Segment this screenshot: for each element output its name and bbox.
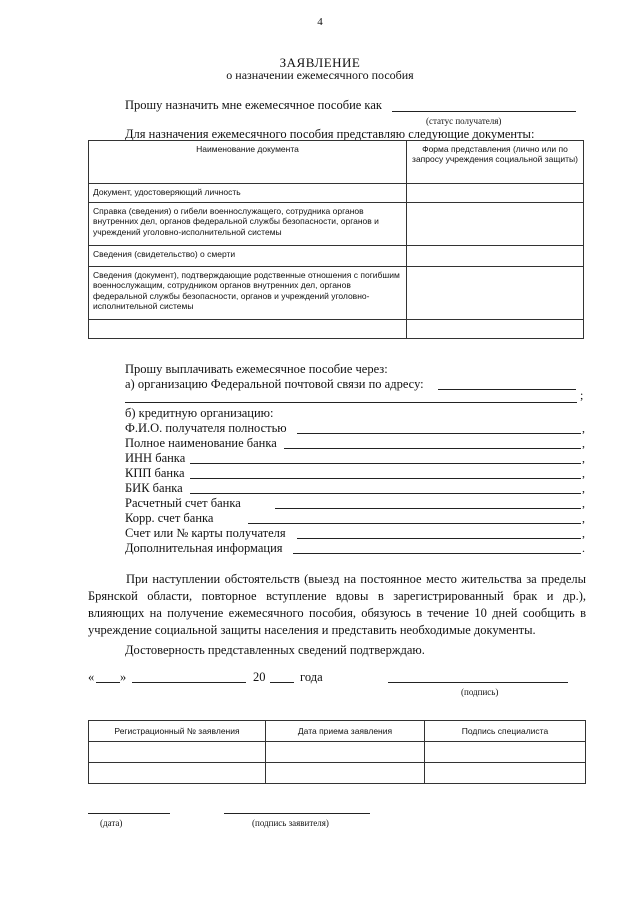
reg-header-signature: Подпись специалиста xyxy=(425,721,586,742)
table-row xyxy=(89,184,584,203)
reg-number-cell[interactable] xyxy=(89,763,266,784)
request-text: Прошу назначить мне ежемесячное пособие как xyxy=(125,98,382,112)
signature-caption: (подпись) xyxy=(461,687,499,697)
kpp-field[interactable] xyxy=(190,478,581,479)
day-field[interactable] xyxy=(96,682,120,683)
docs-intro: Для назначения ежемесячного пособия представляю следующие документы: xyxy=(125,127,535,141)
field-label-corr-account: Корр. счет банка xyxy=(125,511,214,525)
reg-header-date: Дата приема заявления xyxy=(266,721,425,742)
page-subtitle: о назначении ежемесячного пособия xyxy=(226,68,414,82)
obligation-paragraph: При наступлении обстоятельств (выезд на постоянное место жительства за пределы Брянской области, повторное вступление вдовы в зарегистрированный брак и др.), влияющих на получение ежемесячного пособия, обязуюсь в течение 10 дней сообщить в учреждение социальной защиты населения и представить необходимые документы. xyxy=(88,572,586,637)
footer-date-field[interactable] xyxy=(88,813,170,814)
field-label-fio: Ф.И.О. получателя полностью xyxy=(125,421,287,435)
table-row xyxy=(89,246,584,267)
status-caption: (статус получателя) xyxy=(426,116,502,126)
col-header-form: Форма представления (лично или по запросу учреждения социальной защиты) xyxy=(407,141,584,184)
doc-form-cell[interactable] xyxy=(407,184,584,203)
doc-form-cell[interactable] xyxy=(407,267,584,320)
doc-name-cell xyxy=(89,320,407,339)
doc-name-cell: Документ, удостоверяющий личность xyxy=(89,184,407,203)
payment-intro: Прошу выплачивать ежемесячное пособие через: xyxy=(125,362,388,376)
field-label-card: Счет или № карты получателя xyxy=(125,526,286,540)
field-label-account: Расчетный счет банка xyxy=(125,496,241,510)
payment-option-a: а) организацию Федеральной почтовой связи по адресу: xyxy=(125,377,424,391)
doc-name-cell: Сведения (документ), подтверждающие родственные отношения с погибшим военнослужащим, сотрудником органов внутренних дел, органов федеральной службы безопасности, органов и учреждений уголовно-исполнительной системы xyxy=(89,267,407,320)
open-quote: « xyxy=(88,670,95,684)
close-quote: » xyxy=(120,670,127,684)
table-header-row xyxy=(89,141,584,184)
reg-header-number: Регистрационный № заявления xyxy=(89,721,266,742)
confirm-text: Достоверность представленных сведений подтверждаю. xyxy=(125,643,425,657)
doc-form-cell[interactable] xyxy=(407,320,584,339)
reg-date-cell[interactable] xyxy=(266,742,425,763)
extra-info-field[interactable] xyxy=(293,553,581,554)
field-label-bik: БИК банка xyxy=(125,481,183,495)
field-label-kpp: КПП банка xyxy=(125,466,185,480)
table-header-row xyxy=(89,721,586,742)
reg-date-cell[interactable] xyxy=(266,763,425,784)
table-row xyxy=(89,203,584,246)
reg-number-cell[interactable] xyxy=(89,742,266,763)
registration-table xyxy=(88,720,586,784)
page-title: ЗАЯВЛЕНИЕ xyxy=(279,55,361,70)
documents-table xyxy=(88,140,584,339)
inn-field[interactable] xyxy=(190,463,581,464)
doc-name-cell: Справка (сведения) о гибели военнослужащего, сотрудника органов внутренних дел, органов федеральной службы безопасности, органов и учреждений уголовно-исполнительной системы xyxy=(89,203,407,246)
postal-address-field-2[interactable] xyxy=(125,402,577,403)
year-field[interactable] xyxy=(270,682,294,683)
reg-signature-cell[interactable] xyxy=(425,763,586,784)
reg-signature-cell[interactable] xyxy=(425,742,586,763)
postal-address-field[interactable] xyxy=(438,389,576,390)
field-label-extra: Дополнительная информация xyxy=(125,541,283,555)
year-suffix: года xyxy=(300,670,323,684)
footer-signature-field[interactable] xyxy=(224,813,370,814)
status-field[interactable] xyxy=(392,111,576,112)
doc-form-cell[interactable] xyxy=(407,246,584,267)
signature-field[interactable] xyxy=(388,682,568,683)
doc-name-cell: Сведения (свидетельство) о смерти xyxy=(89,246,407,267)
doc-form-cell[interactable] xyxy=(407,203,584,246)
page-number: 4 xyxy=(317,16,323,28)
account-field[interactable] xyxy=(275,508,581,509)
card-field[interactable] xyxy=(297,538,581,539)
table-row xyxy=(89,267,584,320)
col-header-name: Наименование документа xyxy=(89,141,407,184)
table-row xyxy=(89,742,586,763)
field-label-inn: ИНН банка xyxy=(125,451,186,465)
corr-account-field[interactable] xyxy=(248,523,581,524)
bank-name-field[interactable] xyxy=(284,448,581,449)
year-prefix: 20 xyxy=(253,670,266,684)
table-row xyxy=(89,320,584,339)
table-row xyxy=(89,763,586,784)
footer-date-caption: (дата) xyxy=(100,818,123,828)
bik-field[interactable] xyxy=(190,493,581,494)
payment-option-b: б) кредитную организацию: xyxy=(125,406,274,420)
fio-field[interactable] xyxy=(297,433,581,434)
footer-signature-caption: (подпись заявителя) xyxy=(252,818,329,828)
field-label-bank-name: Полное наименование банка xyxy=(125,436,277,450)
month-field[interactable] xyxy=(132,682,246,683)
